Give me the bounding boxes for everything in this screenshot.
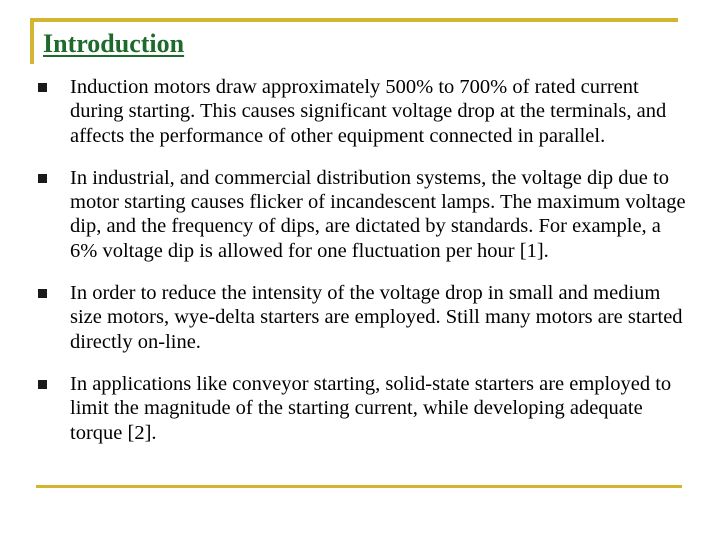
bullet-text: Induction motors draw approximately 500% to 700% of rated current during starting. This causes significant voltage drop at the terminals, and affects the performance of other equipment connected in parallel. [70, 76, 667, 147]
bullet-item-3 [38, 281, 688, 354]
square-bullet-icon [38, 83, 47, 92]
top-border-line [30, 18, 678, 22]
bottom-border-line [36, 485, 682, 488]
left-border-line [30, 18, 34, 64]
bullet-text: In applications like conveyor starting, solid-state starters are employed to limit the magnitude of the starting current, while developing adequate torque [2]. [70, 372, 672, 444]
bullet-list [38, 75, 688, 463]
bullet-item-4 [38, 372, 688, 445]
bullet-item-1 [38, 75, 688, 148]
square-bullet-icon [38, 380, 47, 389]
bullet-text: In industrial, and commercial distribution systems, the voltage dip due to motor starting causes flicker of incandescent lamps. The maximum voltage dip, and the frequency of dips, are dictated by standards. For example, a 6% voltage dip is allowed for one fluctuation per hour [1]. [70, 166, 686, 262]
square-bullet-icon [38, 174, 47, 183]
slide-title: Introduction [43, 29, 185, 58]
bullet-text: In order to reduce the intensity of the voltage drop in small and medium size motors, wye-delta starters are employed. Still many motors are started directly on-line. [70, 282, 683, 353]
square-bullet-icon [38, 289, 47, 298]
bullet-item-2 [38, 166, 688, 263]
